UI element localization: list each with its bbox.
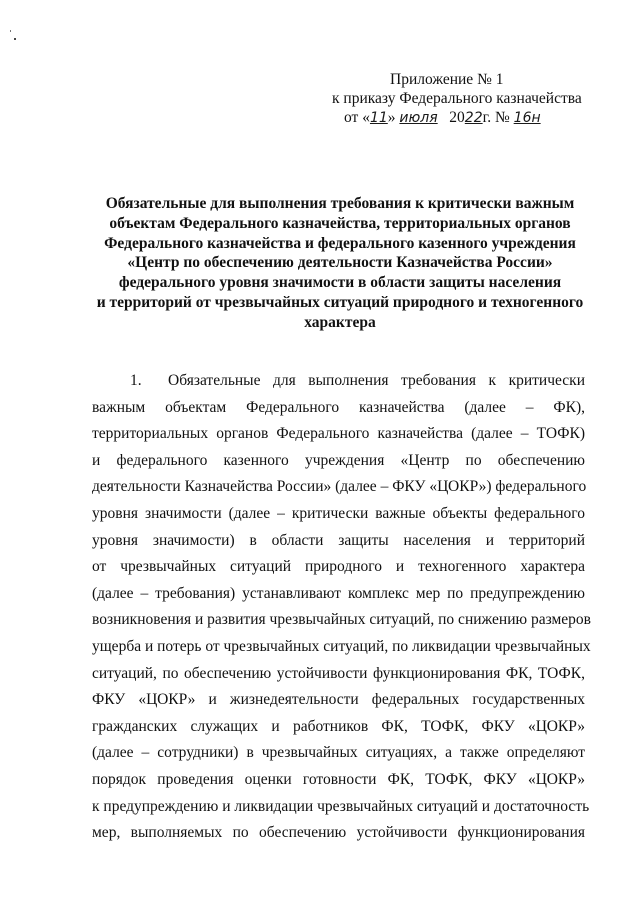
title-line: объектам Федерального казначейства, территориальных органов (109, 214, 571, 232)
title-line: федерального уровня значимости в области защиты населения (118, 274, 562, 292)
paragraph-line: мер, выполняемых по обеспечению устойчивости функционирования (92, 824, 585, 842)
title-line: «Центр по обеспечению деятельности Казначейства России» (127, 254, 553, 272)
year-prefix: 20 (449, 109, 465, 126)
paragraph-line: ущерба и потерь от чрезвычайных ситуаций, по ликвидации чрезвычайных (92, 637, 591, 655)
appendix-label: Приложение № 1 (390, 71, 504, 88)
paragraph-line: гражданских служащих и работников ФК, ТОФК, ФКУ «ЦОКР» (92, 717, 585, 735)
paragraph-number: 1. (130, 372, 142, 389)
paragraph-line: (далее – сотрудники) в чрезвычайных ситуациях, а также определяют (92, 744, 585, 762)
title-line: характера (304, 313, 376, 331)
paragraph-line: и федерального казенного учреждения «Центр по обеспечению (92, 451, 585, 469)
title-line: Обязательные для выполнения требования к критически важным (105, 195, 575, 212)
paragraph-line: (далее – требования) устанавливают комплекс мер по предупреждению (92, 584, 585, 602)
title-line: и территорий от чрезвычайных ситуаций природного и техногенного (96, 293, 584, 311)
paragraph-line: 1. Обязательные для выполнения требования к критически (92, 368, 585, 395)
paragraph-1 (92, 368, 591, 847)
number-prefix: г. № (482, 109, 510, 126)
appendix-header (300, 70, 600, 128)
paragraph-line: порядок проведения оценки готовности ФК, ТОФК, ФКУ «ЦОКР» (92, 770, 585, 788)
paragraph-line: деятельности Казначейства России» (далее – ФКУ «ЦОКР») федерального (92, 478, 587, 496)
paragraph-line: уровня значимости) в области защиты населения и территорий (92, 531, 585, 549)
handwritten-day: 11 (369, 110, 388, 126)
handwritten-month: июля (399, 110, 438, 126)
paragraph-line: возникновения и развития чрезвычайных ситуаций, по снижению размеров (92, 611, 591, 629)
paragraph-line: важным объектам Федерального казначейства (далее – ФК), (92, 398, 585, 416)
handwritten-number: 16н (513, 110, 541, 126)
scan-speck (10, 30, 11, 32)
paragraph-line: ФКУ «ЦОКР» и жизнедеятельности федеральных государственных (92, 691, 585, 709)
paragraph-line: к предупреждению и ликвидации чрезвычайных ситуаций и достаточность (92, 797, 590, 815)
date-prefix: от « (344, 109, 370, 126)
title-line: Федерального казначейства и федерального казенного учреждения (104, 234, 576, 252)
order-reference: к приказу Федерального казначейства (332, 90, 582, 107)
date-mid: » (387, 109, 396, 126)
paragraph-line: уровня значимости (далее – критически важные объекты федерального (92, 504, 585, 522)
paragraph-line: от чрезвычайных ситуаций природного и техногенного характера (92, 558, 585, 576)
document-title (70, 194, 610, 333)
paragraph-line: ситуаций, по обеспечению устойчивости функционирования ФК, ТОФК, (92, 664, 585, 682)
order-date-number (300, 108, 600, 128)
paragraph-line: территориальных органов Федерального казначейства (далее – ТОФК) (92, 425, 585, 443)
handwritten-year: 22 (464, 110, 483, 126)
scan-speck (14, 38, 16, 40)
